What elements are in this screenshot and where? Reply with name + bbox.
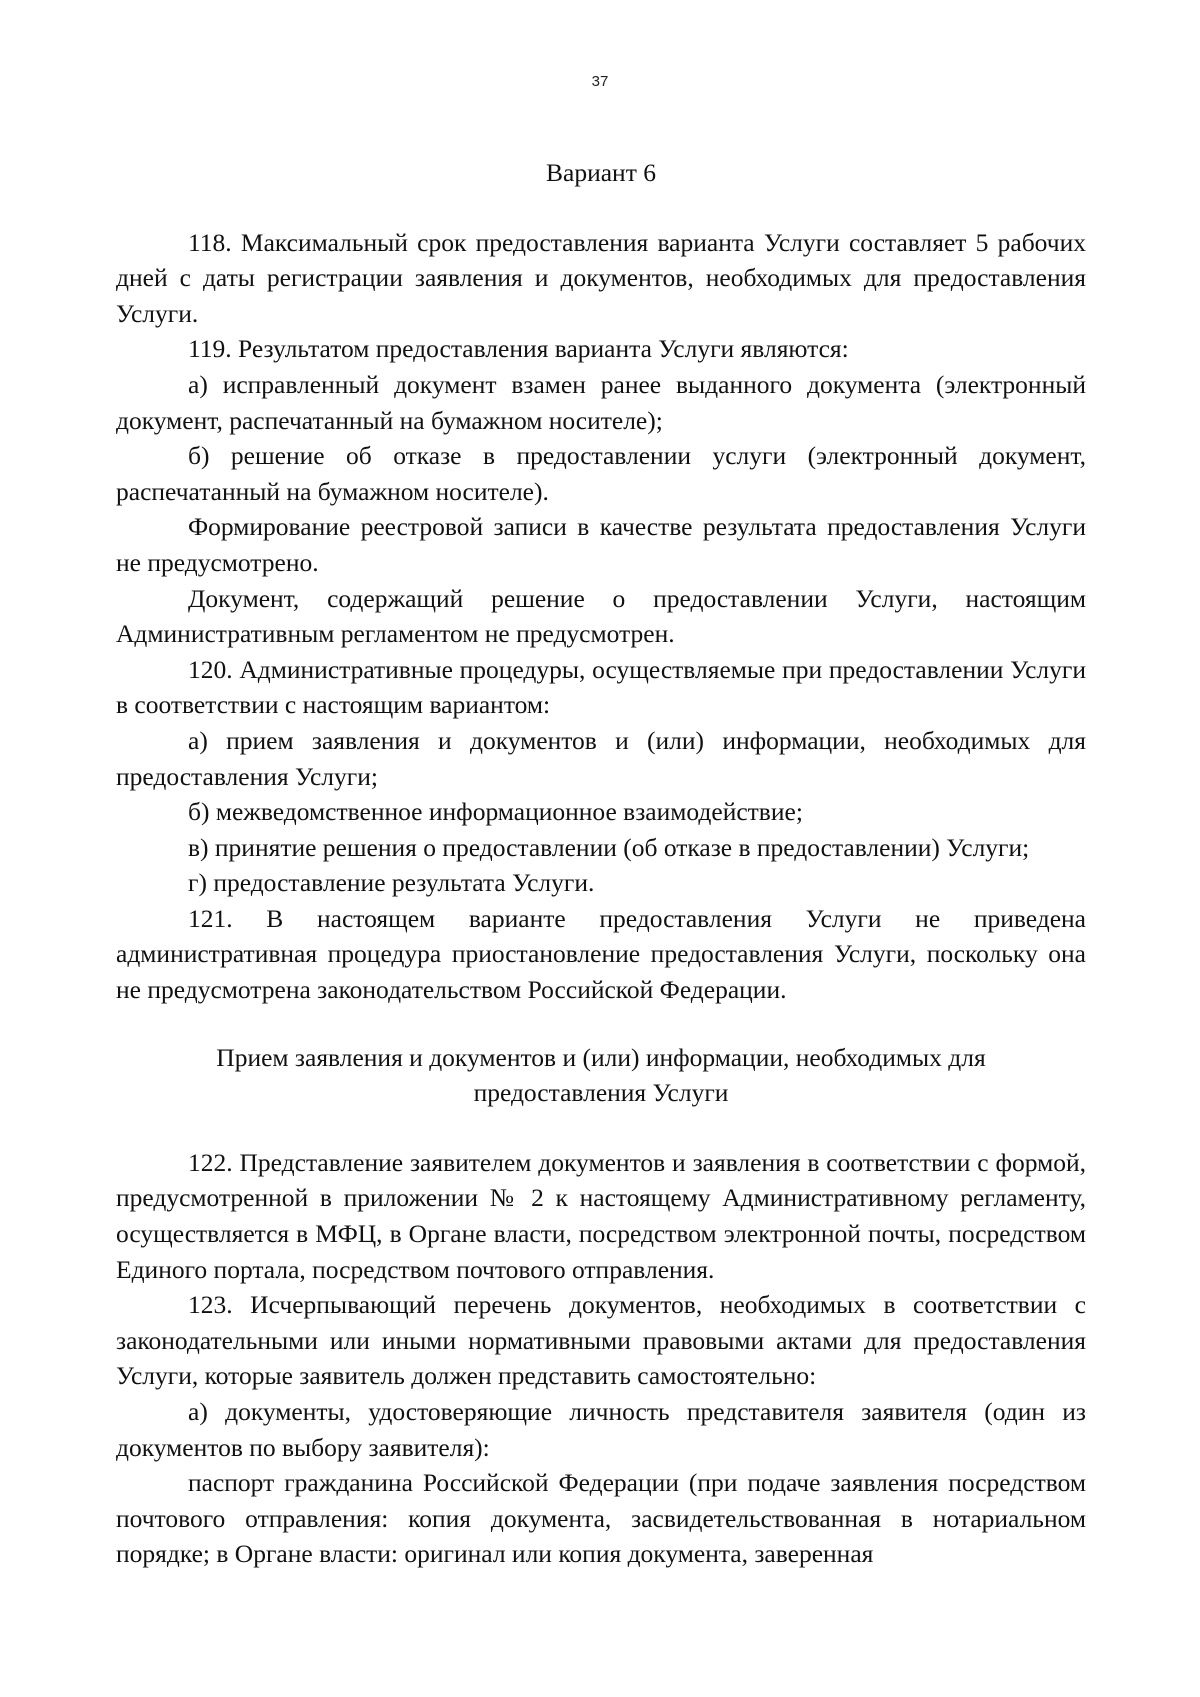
paragraph: 123. Исчерпывающий перечень документов, необходимых в соответствии с законодательными или иными нормативными правовыми актами для предоставления Услуги, которые заявитель должен представить самостоятельно: (116, 1290, 1086, 1391)
page-number: 37 (591, 73, 609, 90)
paragraph: а) прием заявления и документов и (или) информации, необходимых для предоставления Услуги; (116, 725, 1086, 791)
paragraph: 120. Административные процедуры, осуществляемые при предоставлении Услуги в соответствии с настоящим вариантом: (116, 654, 1086, 720)
paragraph: Документ, содержащий решение о предоставлении Услуги, настоящим Административным регламентом не предусмотрен. (116, 583, 1086, 649)
section-subheading (116, 1040, 1086, 1111)
paragraph: 122. Представление заявителем документов и заявления в соответствии с формой, предусмотренной в приложении № 2 к настоящему Административному регламенту, осуществляется в МФЦ, в Органе власти, посредством электронной почты, посредством Единого портала, посредством почтового отправления. (116, 1147, 1086, 1284)
paragraph: а) исправленный документ взамен ранее выданного документа (электронный документ, распечатанный на бумажном носителе); (116, 369, 1086, 435)
paragraph: Формирование реестровой записи в качестве результата предоставления Услуги не предусмотрено. (116, 512, 1086, 577)
document-body (116, 155, 1086, 1572)
paragraph: паспорт гражданина Российской Федерации (при подаче заявления посредством почтового отправления: копия документа, засвидетельствованная в нотариальном порядке; в Органе власти: оригинал или копия документа, заверенная (116, 1468, 1086, 1569)
paragraph: а) документы, удостоверяющие личность представителя заявителя (один из документов по выбору заявителя): (116, 1397, 1086, 1462)
paragraph: б) решение об отказе в предоставлении услуги (электронный документ, распечатанный на бумажном носителе). (116, 441, 1086, 506)
paragraph: 121. В настоящем варианте предоставления Услуги не приведена административная процедура приостановление предоставления Услуги, поскольку она не предусмотрена законодательством Российской Федерации. (116, 903, 1086, 1005)
paragraph: 119. Результатом предоставления варианта Услуги являются: (188, 334, 849, 364)
paragraph: б) межведомственное информационное взаимодействие; (188, 797, 803, 827)
paragraph: г) предоставление результата Услуги. (188, 868, 595, 898)
paragraph: в) принятие решения о предоставлении (об отказе в предоставлении) Услуги; (188, 832, 1030, 862)
subheading-line: Прием заявления и документов и (или) информации, необходимых для (216, 1042, 986, 1072)
subheading-line: предоставления Услуги (473, 1078, 729, 1108)
section-heading: Вариант 6 (546, 158, 656, 187)
paragraph: 118. Максимальный срок предоставления варианта Услуги составляет 5 рабочих дней с даты регистрации заявления и документов, необходимых для предоставления Услуги. (116, 227, 1086, 328)
